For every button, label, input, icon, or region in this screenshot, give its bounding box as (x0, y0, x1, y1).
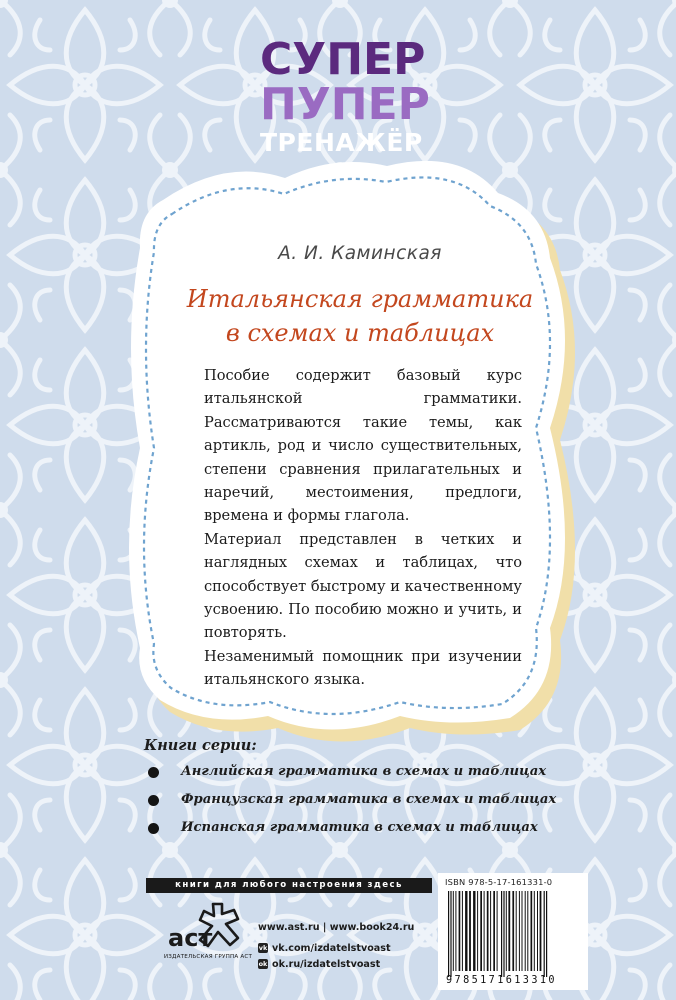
barcode-bar (497, 891, 498, 971)
barcode-bar (453, 891, 454, 971)
barcode-bar (516, 891, 517, 971)
barcode-bar (493, 891, 495, 971)
series-book-item (144, 818, 644, 846)
bullet-icon (148, 795, 159, 806)
series-book-title: Испанская грамматика в схемах и таблицах (181, 820, 538, 835)
isbn-barcode-box (438, 873, 588, 990)
series-book-title: Английская грамматика в схемах и таблицах (181, 764, 547, 779)
tagline-banner: книги для любого настроения здесь (146, 878, 432, 893)
vk-icon: vk (258, 944, 268, 952)
isbn-number: ISBN 978-5-17-161331-0 (445, 877, 553, 887)
description-paragraph: Пособие содержит базовый курс итальянской грамматики. Рассматриваются такие темы, как артикль, род и число существительных, степени сравнения прилагательных и наречий, местоимения, предлоги, времена и формы глагола. (204, 367, 522, 525)
bullet-icon (148, 823, 159, 834)
series-logo-line3: ТРЕНАЖЁР (260, 128, 423, 157)
book-title (170, 282, 550, 350)
publisher-logo-text: aст (168, 924, 213, 952)
barcode-bar (544, 891, 545, 977)
social-link-text: ok.ru/izdatelstvoast (272, 959, 381, 970)
social-link-vk[interactable] (258, 942, 433, 958)
publisher-name: ИЗДАТЕЛЬСКАЯ ГРУППА АСТ (163, 954, 253, 960)
ok-icon: ok (258, 960, 268, 968)
series-book-title: Французская грамматика в схемах и таблицах (181, 792, 557, 807)
series-heading: Книги серии: (144, 737, 257, 754)
barcode-bar (473, 891, 475, 971)
barcode-bar (465, 891, 467, 971)
series-logo-line2: ПУПЕР (260, 79, 430, 130)
barcode-bar (484, 891, 485, 971)
barcode-bar (531, 891, 533, 971)
book-author: А. И. Каминская (278, 243, 442, 264)
social-link-text: vk.com/izdatelstvoast (272, 943, 391, 954)
barcode-bar (503, 891, 504, 977)
ast-logo-icon (158, 900, 258, 954)
barcode-bar (522, 891, 523, 971)
book-title-line2: в схемах и таблицах (225, 319, 495, 347)
barcode-bar (527, 891, 528, 971)
barcode-bar (519, 891, 520, 971)
barcode-bar (508, 891, 510, 971)
barcode-bar (450, 891, 451, 977)
barcode-bar (477, 891, 478, 971)
publisher-logo (158, 900, 258, 970)
barcode-bar (490, 891, 491, 971)
barcode-digits: 9785171613310 (446, 975, 557, 986)
series-book-item (144, 762, 644, 790)
barcode-bar (546, 891, 547, 977)
barcode-bar (459, 891, 461, 971)
publisher-links (258, 922, 433, 974)
series-logo-line1: СУПЕР (260, 34, 426, 85)
barcode-bar (534, 891, 535, 971)
bullet-icon (148, 767, 159, 778)
book-title-line1: Итальянская грамматика (186, 285, 534, 313)
description-paragraph: Материал представлен в четких и наглядных схемах и таблицах, что способствует быстрому и качественному усвоению. По пособию можно и учить, и повторять. (204, 530, 522, 642)
series-books-list (144, 737, 644, 846)
barcode-bar (537, 891, 538, 971)
barcode-bar (512, 891, 514, 971)
series-book-item (144, 790, 644, 818)
barcode-bar (487, 891, 489, 971)
description-paragraph: Незаменимый помощник при изучении итальянского языка. (204, 647, 522, 689)
barcode-bar (455, 891, 456, 971)
barcode-bar (540, 891, 542, 971)
social-link-ok[interactable] (258, 958, 433, 974)
barcode-bar (469, 891, 471, 971)
book-description (204, 364, 522, 692)
barcode-bar (501, 891, 502, 977)
barcode-bar (525, 891, 526, 971)
barcode-bar (448, 891, 449, 977)
website-links[interactable]: www.ast.ru | www.book24.ru (258, 922, 415, 933)
barcode-bar (462, 891, 463, 971)
barcode-bar (506, 891, 507, 971)
barcode-bar (480, 891, 482, 971)
barcode-icon (438, 873, 588, 990)
